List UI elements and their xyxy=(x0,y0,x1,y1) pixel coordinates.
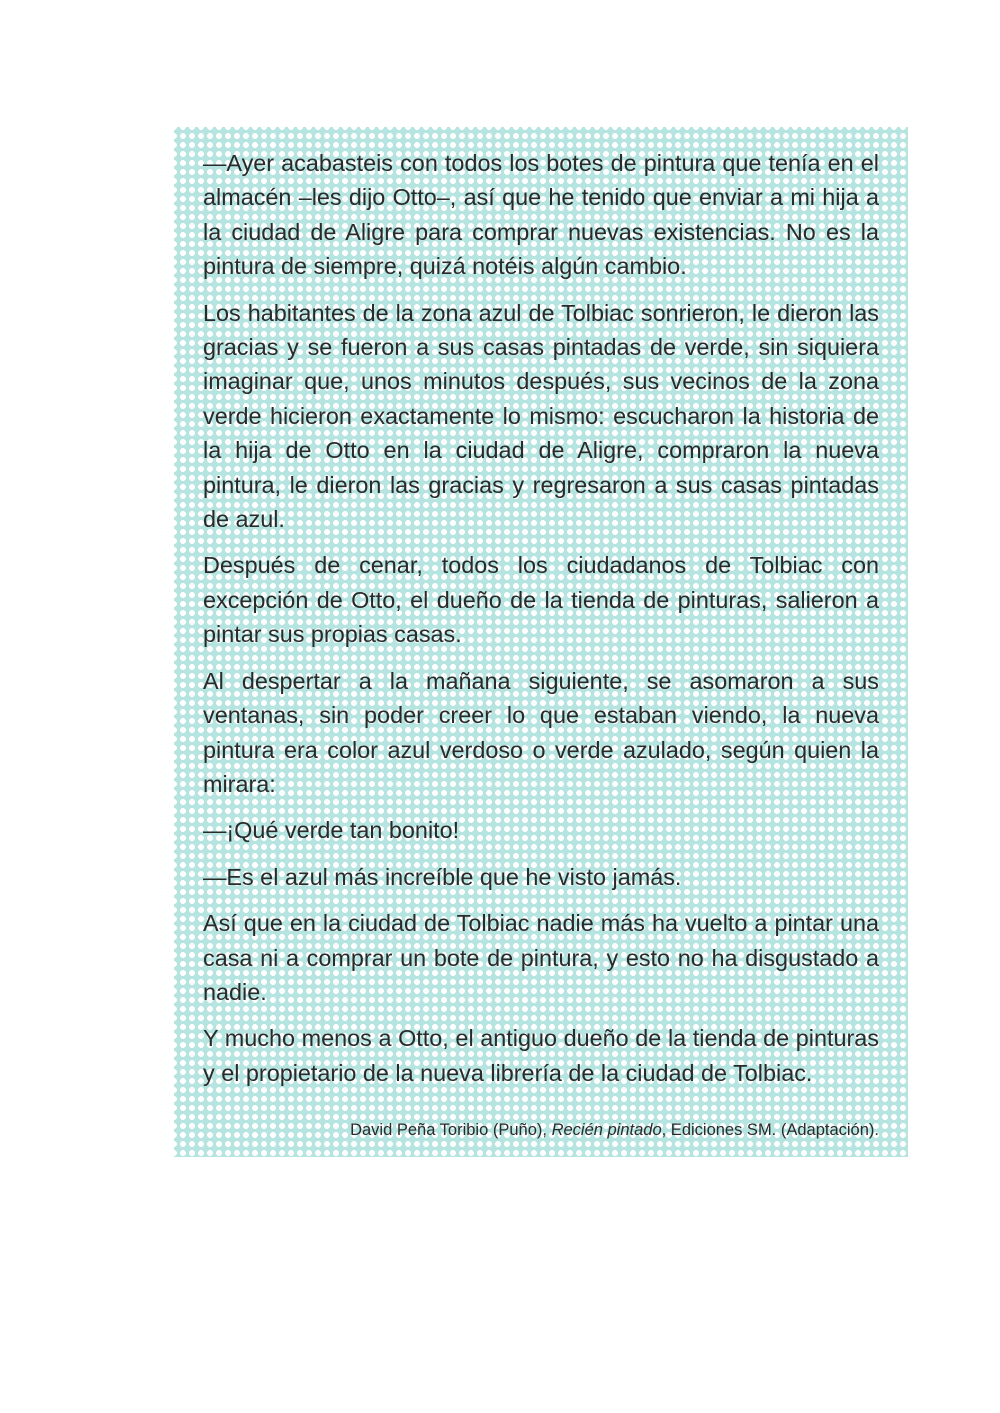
story-dialogue-line: —¡Qué verde tan bonito! xyxy=(203,817,460,844)
credit-publisher: , Ediciones SM. (Adaptación). xyxy=(661,1121,879,1139)
story-text xyxy=(203,146,879,1102)
story-paragraph: Así que en la ciudad de Tolbiac nadie más ha vuelto a pintar una casa ni a comprar un bote de pintura, y esto no ha disgustado a nadie. xyxy=(203,910,879,1005)
story-paragraph: Y mucho menos a Otto, el antiguo dueño de la tienda de pinturas y el propietario de la nueva librería de la ciudad de Tolbiac. xyxy=(203,1025,879,1086)
story-dialogue-line: —Es el azul más increíble que he visto jamás. xyxy=(203,863,682,890)
credit-book-title: Recién pintado xyxy=(551,1121,662,1139)
story-paragraph: Al despertar a la mañana siguiente, se asomaron a sus ventanas, sin poder creer lo que estaban viendo, la nueva pintura era color azul verdoso o verde azulado, según quien la mirara: xyxy=(203,667,879,797)
story-paragraph: —Ayer acabasteis con todos los botes de pintura que tenía en el almacén –les dijo Otto–, así que he tenido que enviar a mi hija a la ciudad de Aligre para comprar nuevas existencias. No es la pintura de siempre, quizá notéis algún cambio. xyxy=(203,150,879,280)
story-paragraph: Después de cenar, todos los ciudadanos de Tolbiac con excepción de Otto, el dueño de la tienda de pinturas, salieron a pintar sus propias casas. xyxy=(203,552,879,648)
credit-author: David Peña Toribio (Puño), xyxy=(350,1121,552,1139)
source-credit xyxy=(174,1118,879,1142)
story-paragraph: Los habitantes de la zona azul de Tolbiac sonrieron, le dieron las gracias y se fueron a sus casas pintadas de verde, sin siquiera imaginar que, unos minutos después, sus vecinos de la zona verde hicieron exactamente lo mismo: escucharon la historia de la hija de Otto en la ciudad de Aligre, compraron la nueva pintura, le dieron las gracias y regresaron a sus casas pintadas de azul. xyxy=(203,299,879,533)
